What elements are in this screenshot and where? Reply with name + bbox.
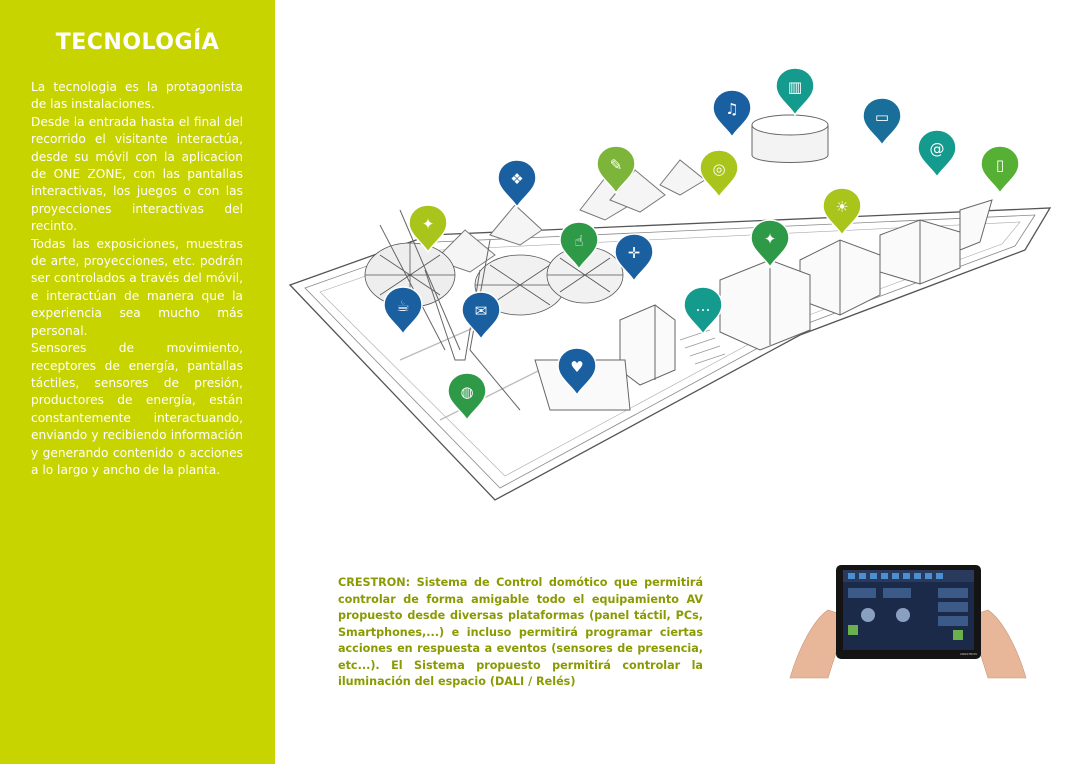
world-map-icon: ◍ — [460, 383, 474, 401]
tablet-control-panel — [788, 560, 1028, 685]
music-note-icon: ♫ — [725, 100, 739, 118]
tablet-brand: CRESTRON — [960, 652, 977, 656]
page-title: TECNOLOGÍA — [55, 30, 220, 55]
intro-paragraph: La tecnologia es la protagonista de las instalaciones. — [31, 80, 243, 112]
gamepad-icon: ❖ — [510, 170, 524, 188]
intro-paragraph: Todas las exposiciones, muestras de arte, proyecciones, etc. podrán ser controlados a través del móvil, e interactúan de manera que la experiencia sea mucho más personal. — [31, 236, 243, 338]
chat-bubble-icon: … — [695, 297, 711, 315]
drum-building — [752, 115, 828, 163]
seating-rows — [680, 330, 725, 364]
intro-text — [31, 79, 243, 479]
group-icon: ✦ — [763, 230, 777, 248]
heart-icon: ♥ — [570, 358, 584, 376]
left-hand — [790, 610, 843, 678]
crestron-description: CRESTRON: Sistema de Control domótico que permitirá controlar de forma amigable todo el equipamiento AV propuesto desde diversas plataformas (panel táctil, PCs, Smartphones,...) e incluso permitirá programar ciertas acciones en respuesta a eventos (sensores de presencia, etc...). El Sistema propuesto permitirá controlar la iluminación del espacio (DALI / Relés) — [338, 576, 703, 688]
map-pin — [384, 287, 422, 334]
map-pin — [498, 160, 536, 207]
map-pin — [981, 146, 1019, 193]
monitor-icon: ▭ — [874, 108, 890, 126]
map-pin — [713, 90, 751, 137]
map-pin — [863, 98, 901, 145]
sidebar-panel — [0, 0, 275, 764]
coffee-cup-icon: ☕ — [396, 297, 410, 315]
intro-paragraph: Sensores de movimiento, receptores de energía, pantallas táctiles, sensores de presión, productores de energía, están constantemente interactuando, enviando y recibiendo información y generando contenido o acciones a lo largo y ancho de la planta. — [31, 341, 243, 477]
sms-phone-icon: ✉ — [474, 302, 488, 320]
map-pin — [823, 188, 861, 235]
pavilion-buildings — [620, 200, 992, 385]
map-pin — [700, 150, 738, 197]
mouse-icon: ▯ — [995, 156, 1005, 174]
bar-chart-icon: ▥ — [787, 78, 803, 96]
pencil-icon: ✎ — [609, 156, 623, 174]
map-pin — [918, 130, 956, 177]
lightbulb-icon: ☀ — [835, 198, 849, 216]
venue-axonometric-drawing — [280, 60, 1070, 510]
target-icon: ◎ — [712, 160, 726, 178]
map-pin — [462, 292, 500, 339]
touch-hand-icon: ☝ — [574, 232, 584, 250]
intro-paragraph: Desde la entrada hasta el final del recorrido el visitante interactúa, desde su móvil con la aplicacion de ONE ZONE, con las pantallas interactivas, los juegos o con las proyecciones interactivas del recinto. — [31, 114, 243, 234]
network-people-icon: ✦ — [421, 215, 435, 233]
move-arrows-icon: ✛ — [627, 244, 641, 262]
map-pin — [751, 220, 789, 267]
at-sign-icon: @ — [929, 140, 945, 158]
map-pin — [776, 68, 814, 115]
map-pin — [684, 287, 722, 334]
